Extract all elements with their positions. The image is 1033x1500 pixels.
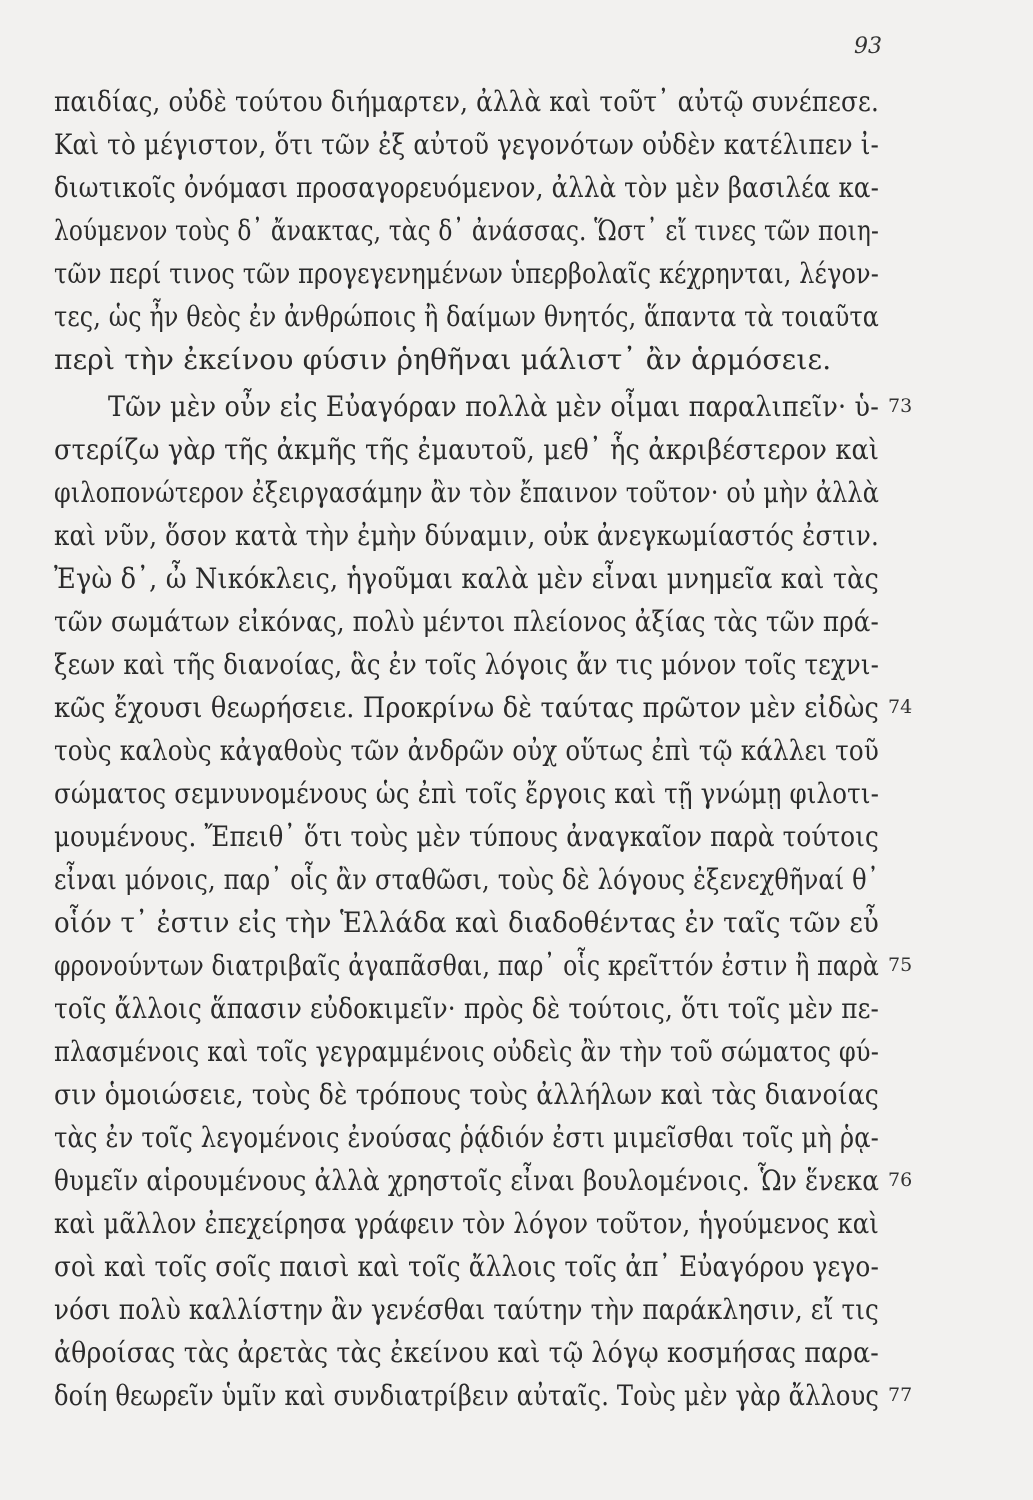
line-text: τοὺς καλοὺς κἀγαθοὺς τῶν ἀνδρῶν οὐχ οὕτως ἐπὶ τῷ κάλλει τοῦ — [54, 734, 879, 767]
text-line — [54, 729, 879, 772]
text-line — [54, 166, 879, 209]
paragraph-2 — [54, 385, 913, 1417]
line-text: εἶναι μόνοις, παρ᾽ οἷς ἂν σταθῶσι, τοὺς δὲ λόγους ἐξενεχθῆναί θ᾽ — [54, 863, 880, 896]
line-text: σοὶ καὶ τοῖς σοῖς παισὶ καὶ τοῖς ἄλλοις τοῖς ἀπ᾽ Εὐαγόρου γεγο- — [54, 1250, 879, 1283]
text-line — [54, 1245, 879, 1288]
line-text: τες, ὡς ἦν θεὸς ἐν ἀνθρώποις ἢ δαίμων θνητός, ἅπαντα τὰ τοιαῦτα — [54, 300, 880, 333]
line-text: περὶ τὴν ἐκείνου φύσιν ῥηθῆναι μάλιστ᾽ ἂν ἁρμόσειε. — [54, 343, 832, 376]
text-line — [54, 1374, 913, 1417]
text-line — [54, 1288, 879, 1331]
text-line — [54, 123, 879, 166]
text-line — [54, 514, 879, 557]
text-line — [54, 944, 913, 987]
text-line — [54, 901, 879, 944]
line-text: τὰς ἐν τοῖς λεγομένοις ἐνούσας ῥᾴδιόν ἐστι μιμεῖσθαι τοῖς μὴ ῥᾳ- — [54, 1121, 880, 1154]
line-text: δοίη θεωρεῖν ὑμῖν καὶ συνδιατρίβειν αὐταῖς. Τοὺς μὲν γὰρ ἄλλους — [54, 1379, 880, 1412]
line-text: λούμενον τοὺς δ᾽ ἄνακτας, τὰς δ᾽ ἀνάσσας. Ὥστ᾽ εἴ τινες τῶν ποιη- — [54, 214, 880, 247]
line-text: σώματος σεμνυνομένους ὡς ἐπὶ τοῖς ἔργοις καὶ τῇ γνώμῃ φιλοτι- — [54, 777, 880, 810]
text-line — [54, 338, 879, 381]
section-number: 77 — [888, 1384, 913, 1406]
text-line — [54, 987, 879, 1030]
line-text: τῶν περί τινος τῶν προγεγενημένων ὑπερβολαῖς κέχρηνται, λέγον- — [54, 257, 879, 290]
text-line — [54, 858, 879, 901]
text-line — [54, 643, 879, 686]
line-text: παιδίας, οὐδὲ τούτου διήμαρτεν, ἀλλὰ καὶ τοῦτ᾽ αὐτῷ συνέπεσε. — [54, 85, 879, 118]
text-line — [54, 686, 913, 729]
line-text: τοῖς ἄλλοις ἅπασιν εὐδοκιμεῖν· πρὸς δὲ τούτοις, ὅτι τοῖς μὲν πε- — [54, 992, 880, 1025]
line-text: διωτικοῖς ὀνόμασι προσαγορευόμενον, ἀλλὰ τὸν μὲν βασιλέα κα- — [54, 171, 880, 204]
line-text: Τῶν μὲν οὖν εἰς Εὐαγόραν πολλὰ μὲν οἶμαι παραλιπεῖν· ὑ- — [108, 390, 880, 423]
line-text: ἀθροίσας τὰς ἀρετὰς τὰς ἐκείνου καὶ τῷ λόγῳ κοσμήσας παρα- — [54, 1336, 879, 1369]
line-text: Ἐγὼ δ᾽, ὦ Νικόκλεις, ἡγοῦμαι καλὰ μὲν εἶναι μνημεῖα καὶ τὰς — [54, 562, 880, 595]
line-text: στερίζω γὰρ τῆς ἀκμῆς τῆς ἐμαυτοῦ, μεθ᾽ ἧς ἀκριβέστερον καὶ — [54, 433, 880, 466]
line-text: φιλοπονώτερον ἐξειργασάμην ἂν τὸν ἔπαινον τοῦτον· οὐ μὴν ἀλλὰ — [54, 476, 880, 509]
text-line — [54, 1202, 879, 1245]
text-line — [54, 772, 879, 815]
line-text: θυμεῖν αἱρουμένους ἀλλὰ χρηστοῖς εἶναι βουλομένοις. Ὧν ἕνεκα — [54, 1164, 880, 1197]
text-line — [54, 1073, 879, 1116]
page-number: 93 — [854, 34, 882, 59]
text-line — [54, 209, 879, 252]
section-number: 75 — [888, 954, 913, 976]
line-text: μουμένους. Ἔπειθ᾽ ὅτι τοὺς μὲν τύπους ἀναγκαῖον παρὰ τούτοις — [54, 820, 880, 853]
line-text: πλασμένοις καὶ τοῖς γεγραμμένοις οὐδεὶς ἂν τὴν τοῦ σώματος φύ- — [54, 1035, 879, 1068]
line-text: κῶς ἔχουσι θεωρήσειε. Προκρίνω δὲ ταύτας πρῶτον μὲν εἰδὼς — [54, 691, 879, 724]
line-text: Καὶ τὸ μέγιστον, ὅτι τῶν ἐξ αὐτοῦ γεγονότων οὐδὲν κατέλιπεν ἰ- — [54, 128, 880, 161]
section-number: 76 — [888, 1169, 913, 1191]
line-text: καὶ νῦν, ὅσον κατὰ τὴν ἐμὴν δύναμιν, οὐκ ἀνεγκωμίαστός ἐστιν. — [54, 519, 879, 552]
text-line — [54, 295, 879, 338]
text-line — [54, 1159, 913, 1202]
line-text: ξεων καὶ τῆς διανοίας, ἃς ἐν τοῖς λόγοις ἄν τις μόνον τοῖς τεχνι- — [54, 648, 880, 681]
line-text: καὶ μᾶλλον ἐπεχείρησα γράφειν τὸν λόγον τοῦτον, ἡγούμενος καὶ — [54, 1207, 879, 1240]
line-text: τῶν σωμάτων εἰκόνας, πολὺ μέντοι πλείονος ἀξίας τὰς τῶν πρά- — [54, 605, 880, 638]
text-line — [54, 815, 879, 858]
text-line — [54, 252, 879, 295]
text-line — [54, 80, 879, 123]
section-number: 73 — [888, 395, 913, 417]
text-line — [54, 1116, 879, 1159]
line-text: σιν ὁμοιώσειε, τοὺς δὲ τρόπους τοὺς ἀλλήλων καὶ τὰς διανοίας — [54, 1078, 879, 1111]
line-text: οἷόν τ᾽ ἐστιν εἰς τὴν Ἑλλάδα καὶ διαδοθέντας ἐν ταῖς τῶν εὖ — [54, 906, 880, 939]
text-line — [54, 1030, 879, 1073]
line-text: φρονούντων διατριβαῖς ἀγαπᾶσθαι, παρ᾽ οἷς κρεῖττόν ἐστιν ἢ παρὰ — [54, 949, 879, 982]
text-line — [54, 1331, 879, 1374]
text-line — [54, 471, 879, 514]
text-line — [54, 600, 879, 643]
line-text: νόσι πολὺ καλλίστην ἂν γενέσθαι ταύτην τὴν παράκλησιν, εἴ τις — [54, 1293, 879, 1326]
section-number: 74 — [888, 696, 913, 718]
text-line — [54, 385, 913, 428]
paragraph-1 — [54, 80, 879, 381]
text-line — [54, 428, 879, 471]
text-line — [54, 557, 879, 600]
